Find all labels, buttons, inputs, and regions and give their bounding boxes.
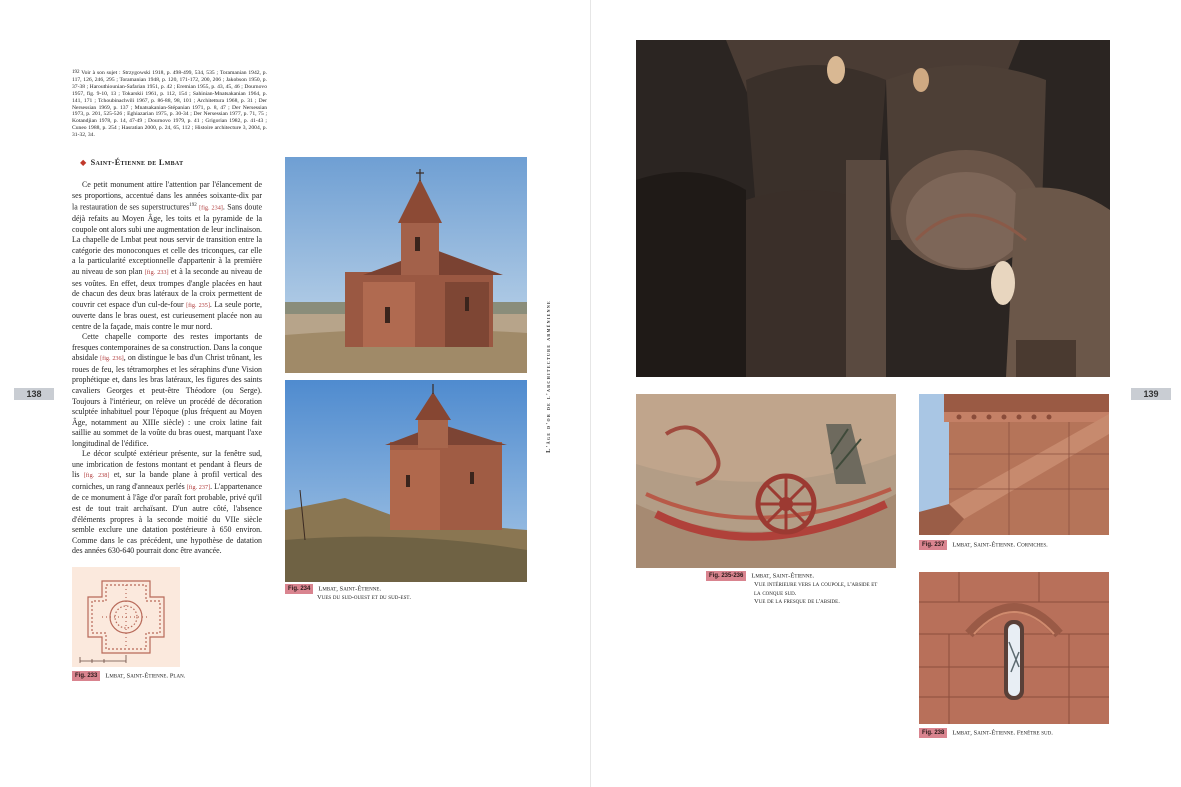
footnote xyxy=(72,70,267,139)
fig-236-fresco-photo xyxy=(636,394,896,568)
fig-237-caption-text: Lmbat, Saint-Étienne. Corniches. xyxy=(952,541,1048,549)
church-interior-image xyxy=(636,40,1110,377)
fig-238-caption-text: Lmbat, Saint-Étienne. Fenêtre sud. xyxy=(952,729,1053,737)
running-head xyxy=(545,300,559,500)
fig-238-tag: Fig. 238 xyxy=(919,728,947,738)
fig-233-plan xyxy=(72,567,180,667)
page-number-right: 139 xyxy=(1131,388,1171,400)
fig-ref: [fig. 233] xyxy=(144,269,169,276)
cornice-image xyxy=(919,394,1109,535)
running-head-text: L'âge d'or de l'architecture arménienne xyxy=(545,300,552,453)
footnote-number: 192 xyxy=(72,70,80,75)
fig-235-caption-line1: Lmbat, Saint-Étienne. xyxy=(751,572,815,580)
fig-ref: [fig. 234] xyxy=(199,204,223,212)
paragraph-1: Ce petit monument attire l'attention par l'élancement de ses proportions, accentué dans les années soixante-dix par la restauration de ses superstructures$^{192}$ [fig. 234]. Sans doute déjà refaits au Moyen Âge, les toits et la pyramide de la coupole ont alors subi une augmentation de leur inclinaison. La chapelle de Lmbat peut nous servir de transition entre la catégorie des monoconques et celle des triconques, car elle a la particularité exceptionnelle d'appartenir à la première au niveau de son plan [fig. 233] et à la seconde au niveau de ses voûtes. En effet, deux trompes d'angle placées en haut de chacun des deux bras latéraux de la croix permettent de couvrir cet espace d'un cul-de-four [fig. 235]. La seule porte, ouverte dans le bras ouest, est curieusement placée non au centre de la façade, mais contre le mur nord. xyxy=(72,180,262,331)
fig-234-photo-southeast xyxy=(285,380,527,582)
fig-237-tag: Fig. 237 xyxy=(919,540,947,550)
fig-ref: [fig. 235] xyxy=(186,301,210,309)
fig-235-caption-line2: Vue intérieure vers la coupole, l'abside et xyxy=(754,581,878,589)
fig-ref: [fig. 236] xyxy=(100,355,124,363)
fig-235-caption-line3: la conque sud. xyxy=(754,589,797,597)
section-title-text: Saint-Étienne de Lmbat xyxy=(90,158,184,167)
fig-234-tag: Fig. 234 xyxy=(285,584,313,594)
body-text xyxy=(72,180,262,557)
fig-235-236-caption xyxy=(706,571,877,607)
paragraph-3: Le décor sculpté extérieur présente, sur la fenêtre sud, une imbrication de festons montant et pendant à fleurs de lis [fig. 238] et, sur la bande plane à profil vertical des corniches, un rang d'anneaux perlés [fig. 237]. L'appartenance de ce monument à l'âge d'or paraît fort probable, privé qu'il est de tout trait archaïsant. D'un autre côté, l'absence d'éléments propres à la seconde moitié du VIIe siècle semble exclure une datation postérieure à 650 environ. Comme dans le cas précédent, une hypothèse de datation des années 630-640 pourrait donc être avancée. xyxy=(72,449,262,556)
fig-235-interior-photo xyxy=(636,40,1110,377)
church-exterior-image xyxy=(285,380,527,582)
south-window-image xyxy=(919,572,1109,724)
fig-237-cornice-photo xyxy=(919,394,1109,535)
church-exterior-image xyxy=(285,157,527,373)
fig-233-caption-text: Lmbat, Saint-Étienne. Plan. xyxy=(105,672,186,680)
fig-235-236-tag: Fig. 235-236 xyxy=(706,571,746,581)
fig-ref: [fig. 237] xyxy=(186,483,211,491)
fig-234-caption-line2: Vues du sud-ouest et du sud-est. xyxy=(317,594,412,602)
footnote-ref: 192 xyxy=(189,203,197,209)
fresco-image xyxy=(636,394,896,568)
fig-238-window-photo xyxy=(919,572,1109,724)
fig-234-caption xyxy=(285,584,411,603)
page-number-left: 138 xyxy=(14,388,54,400)
fig-233-caption xyxy=(72,671,185,681)
fig-234-photo-southwest xyxy=(285,157,527,373)
paragraph-2: Cette chapelle comporte des restes importants de fresques contemporaines de sa construction. Dans la conque absidale [fig. 236], on distingue le bas d'un Christ trônant, les roues de feu, les tétramorphes et les séraphins d'une Vision prophétique et, dans les bras latéraux, les figures des saints cavaliers Georges et peut-être Théodore (ou Serge). Toujours à l'intérieur, on relève un procédé de décoration sculptée inhabituel pour l'époque (plus fréquent au Moyen Âge, notamment au XIIIe siècle) : une croix latine fait saillie au sommet de la voûte du bras ouest, marquant l'axe longitudinal de l'édifice. xyxy=(72,332,262,448)
fig-238-caption xyxy=(919,728,1053,738)
bullet-icon: ◆ xyxy=(80,158,87,167)
fig-236-caption-line: Vue de la fresque de l'abside. xyxy=(754,598,840,606)
page-gutter xyxy=(590,0,591,787)
fig-234-caption-line1: Lmbat, Saint-Étienne. xyxy=(318,585,382,593)
footnote-text: Voir à son sujet : Strzygowski 1918, p. 498-499, 534, 535 ; Toramanian 1942, p. 117, 126, 246, 295 ; Toramanian 1948, p. 120, 171-172, 200, 206 ; Jakobson 1950, p. 37-38 ; Harouthiounian-Safarian 1951, p. 42 ; Eremian 1955, p. 43, 45, 46 ; Dournovo 1957, fig. 9-10, 13 ; Tokarskii 1961, p. 112, 154 ; Sahinian-Mnatsakanian 1964, p. 141, 171 ; Tchoubinachvili 1967, p. 86-88, 98, 101 ; Architettura 1968, p. 31 ; Der Nersessian 1969, p. 137 ; Mnatsakanian-Stépanian 1971, p. 8, 47 ; Der Nersessian 1973, p. 201, 525-526 ; Eghiazarian 1975, p. 30-34 ; Der Nersessian 1977, p. 71, 75 ; Kotandjian 1978, p. 14, 47-49 ; Dournovo 1979, p. 41 ; Grigorian 1982, p. 41-43 ; Cuneo 1988, p. 254 ; Hasratian 2000, p. 24, 65, 112 ; Histoire architecture 3, 2004, p. 31-32, 34. xyxy=(72,70,267,139)
church-plan-drawing xyxy=(72,567,180,667)
fig-237-caption xyxy=(919,540,1048,550)
fig-ref: [fig. 238] xyxy=(83,472,110,480)
fig-233-tag: Fig. 233 xyxy=(72,671,100,681)
section-title xyxy=(80,157,183,167)
